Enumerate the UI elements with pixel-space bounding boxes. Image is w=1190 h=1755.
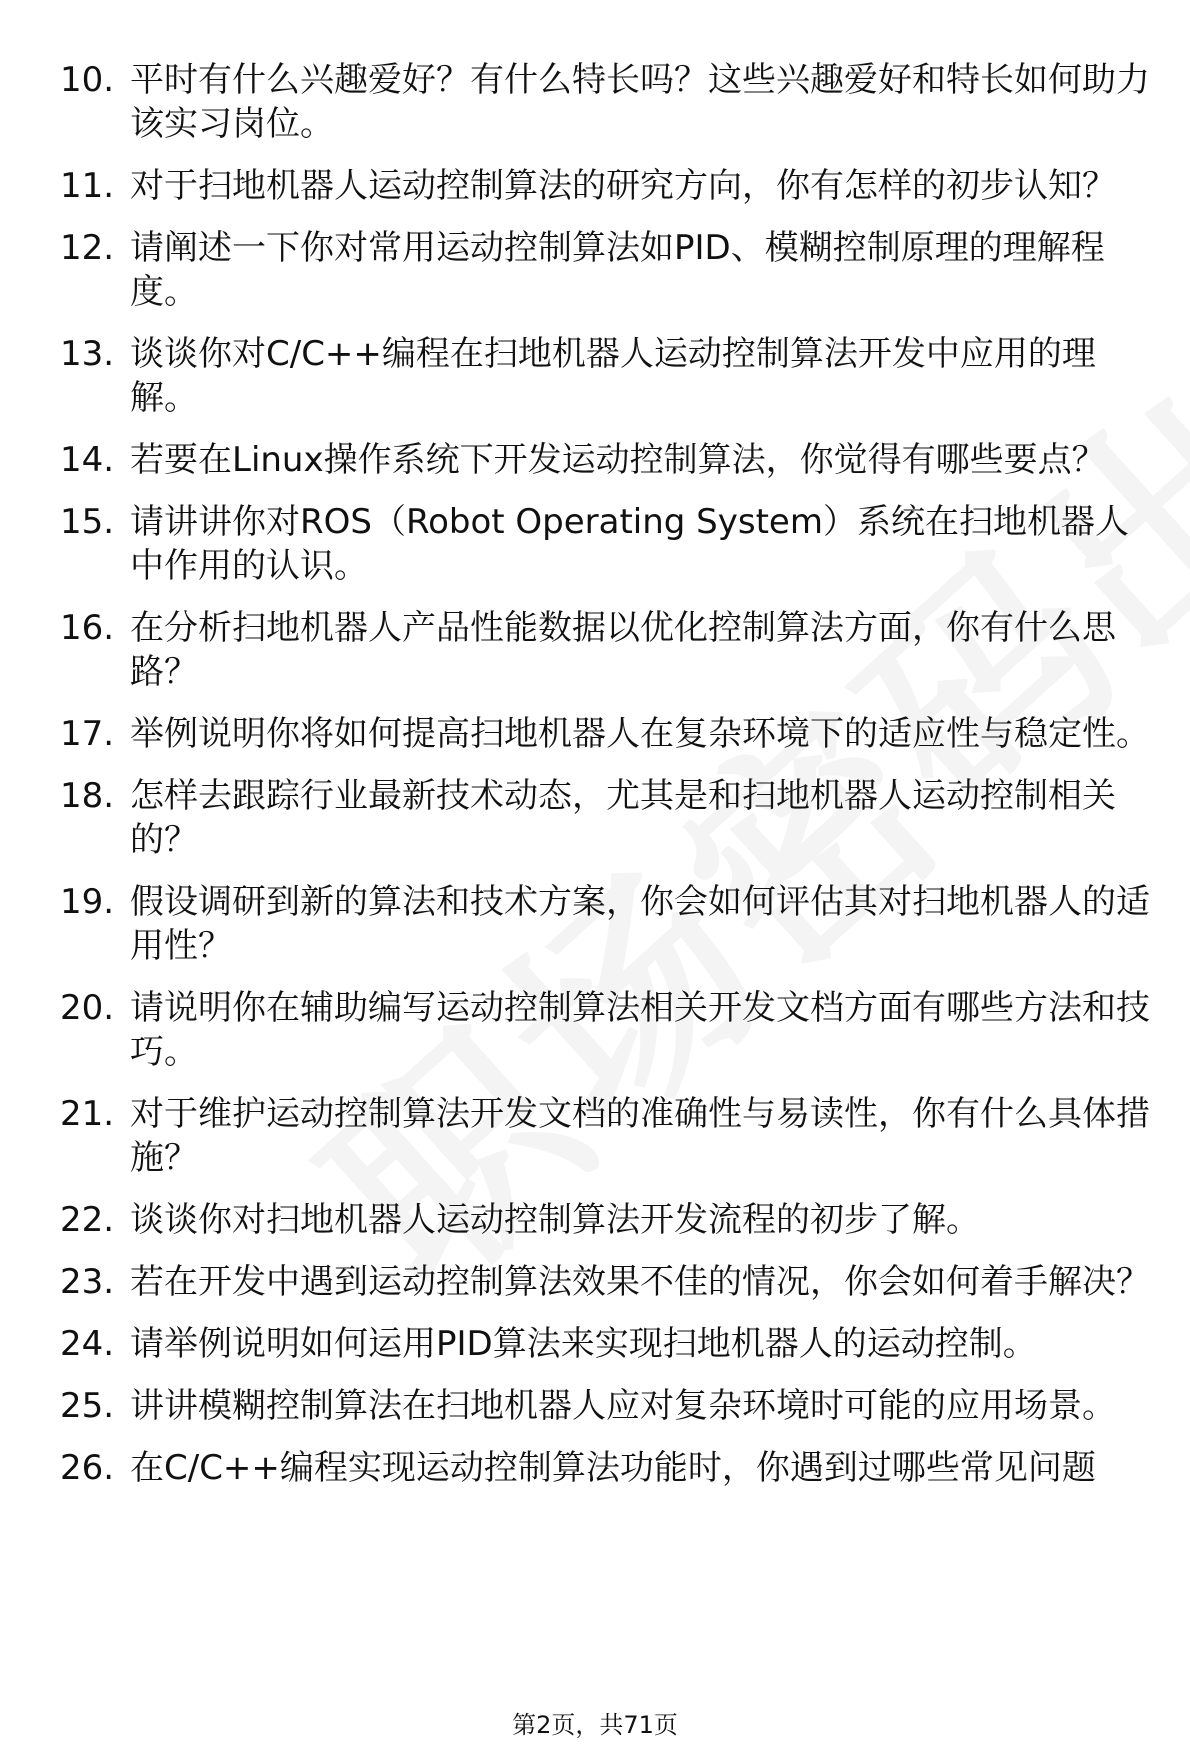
question-number: 19. [60, 882, 115, 922]
question-text: 若在开发中遇到运动控制算法效果不佳的情况，你会如何着手解决？ [130, 1262, 1150, 1302]
question-number: 12. [60, 228, 115, 268]
question-text: 在分析扫地机器人产品性能数据以优化控制算法方面，你有什么思路？ [130, 608, 1116, 692]
question-item [60, 58, 1150, 146]
question-text: 对于维护运动控制算法开发文档的准确性与易读性，你有什么具体措施？ [130, 1094, 1150, 1178]
question-text: 怎样去跟踪行业最新技术动态，尤其是和扫地机器人运动控制相关的？ [130, 776, 1116, 860]
question-text: 谈谈你对C/C++编程在扫地机器人运动控制算法开发中应用的理解。 [130, 334, 1096, 418]
question-number: 18. [60, 776, 115, 816]
question-number: 10. [60, 60, 115, 100]
question-number: 22. [60, 1200, 115, 1240]
question-item [60, 1384, 1150, 1428]
question-item [60, 332, 1150, 420]
question-text: 在C/C++编程实现运动控制算法功能时，你遇到过哪些常见问题 [130, 1448, 1096, 1488]
question-number: 26. [60, 1448, 115, 1488]
question-number: 11. [60, 166, 115, 206]
question-item [60, 438, 1150, 482]
question-item [60, 774, 1150, 862]
question-text: 请讲讲你对ROS（Robot Operating System）系统在扫地机器人中作用的认识。 [130, 502, 1129, 586]
question-text: 谈谈你对扫地机器人运动控制算法开发流程的初步了解。 [130, 1200, 980, 1240]
question-item [60, 1260, 1150, 1304]
question-number: 16. [60, 608, 115, 648]
question-number: 14. [60, 440, 115, 480]
question-number: 13. [60, 334, 115, 374]
question-text: 对于扫地机器人运动控制算法的研究方向，你有怎样的初步认知？ [130, 166, 1116, 206]
question-list [60, 58, 1150, 1508]
question-number: 24. [60, 1324, 115, 1364]
question-text: 请阐述一下你对常用运动控制算法如PID、模糊控制原理的理解程度。 [130, 228, 1105, 312]
page-number: 第2页，共71页 [512, 1711, 678, 1739]
question-item [60, 500, 1150, 588]
question-text: 请说明你在辅助编写运动控制算法相关开发文档方面有哪些方法和技巧。 [130, 988, 1150, 1072]
question-number: 25. [60, 1386, 115, 1426]
question-text: 假设调研到新的算法和技术方案，你会如何评估其对扫地机器人的适用性？ [130, 882, 1150, 966]
question-item [60, 880, 1150, 968]
question-number: 20. [60, 988, 115, 1028]
question-text: 举例说明你将如何提高扫地机器人在复杂环境下的适应性与稳定性。 [130, 714, 1150, 754]
question-number: 15. [60, 502, 115, 542]
question-item [60, 1322, 1150, 1366]
question-item [60, 1446, 1150, 1490]
question-item [60, 164, 1150, 208]
question-item [60, 1092, 1150, 1180]
question-item [60, 606, 1150, 694]
question-item [60, 712, 1150, 756]
question-number: 21. [60, 1094, 115, 1134]
question-text: 平时有什么兴趣爱好？有什么特长吗？这些兴趣爱好和特长如何助力该实习岗位。 [130, 60, 1150, 144]
question-item [60, 1198, 1150, 1242]
question-text: 请举例说明如何运用PID算法来实现扫地机器人的运动控制。 [130, 1324, 1037, 1364]
question-number: 17. [60, 714, 115, 754]
question-item [60, 986, 1150, 1074]
question-item [60, 226, 1150, 314]
question-text: 讲讲模糊控制算法在扫地机器人应对复杂环境时可能的应用场景。 [130, 1386, 1116, 1426]
question-number: 23. [60, 1262, 115, 1302]
question-text: 若要在Linux操作系统下开发运动控制算法，你觉得有哪些要点？ [130, 440, 1106, 480]
